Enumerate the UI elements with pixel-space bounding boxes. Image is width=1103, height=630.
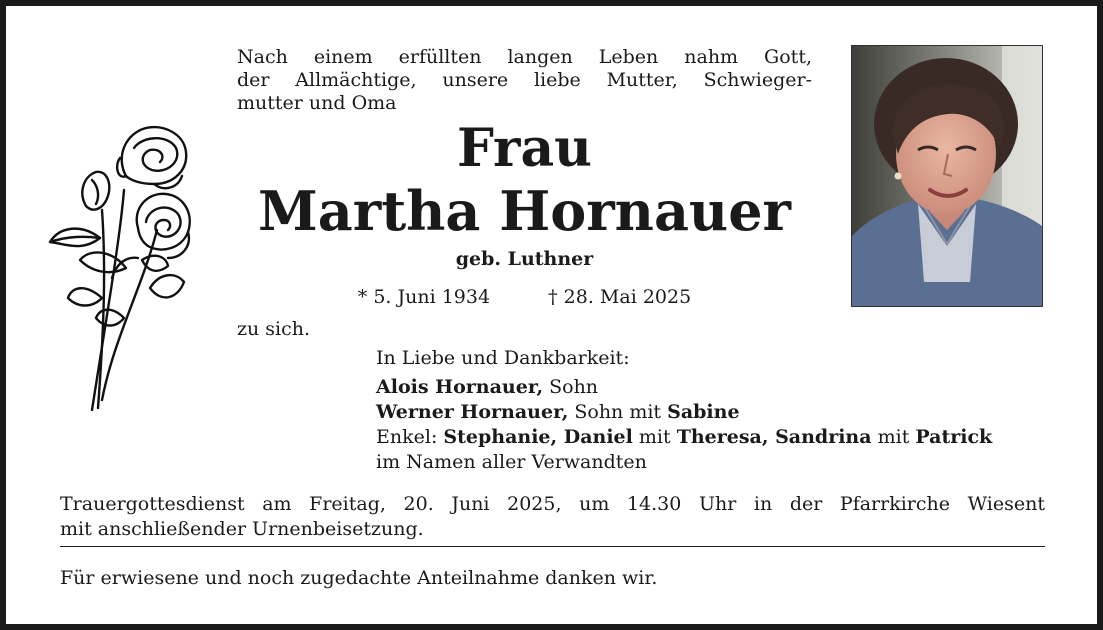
intro-line-1: Nach einem erfüllten langen Leben nahm Gott,: [237, 46, 812, 68]
divider: [60, 546, 1045, 547]
intro-line-3: mutter und Oma: [237, 92, 397, 114]
mourners-block: [376, 346, 1046, 475]
rose-bouquet-icon: [42, 118, 202, 418]
birth-date: * 5. Juni 1934: [357, 286, 491, 308]
connector-mit: mit: [632, 426, 677, 448]
mourner-row-1: [376, 375, 1046, 400]
mourners-heading: In Liebe und Dankbarkeit:: [376, 347, 630, 369]
grandchildren-label: Enkel:: [376, 426, 444, 448]
mourner-name: Werner Hornauer,: [376, 401, 569, 423]
deceased-name: Martha Hornauer: [257, 179, 791, 243]
salutation: Frau: [457, 118, 592, 179]
birth-name: geb. Luthner: [455, 248, 594, 270]
mourner-row-3: [376, 425, 1046, 450]
portrait-image: [852, 46, 1042, 306]
mourner-partner: Sabine: [667, 401, 740, 423]
intro-line-2: der Allmächtige, unsere liebe Mutter, Schwieger-: [237, 69, 812, 91]
funeral-service-info: [60, 492, 1045, 542]
thanks-note: Für erwiesene und noch zugedachte Anteilnahme danken wir.: [60, 567, 658, 589]
mourner-relation: Sohn: [543, 376, 599, 398]
grandchildren-names-2: Theresa, Sandrina: [676, 426, 872, 448]
life-dates: [237, 286, 812, 308]
death-date: † 28. Mai 2025: [548, 286, 692, 308]
intro-text: [237, 46, 812, 115]
mourner-relation: Sohn mit: [568, 401, 668, 423]
mourners-footer: im Namen aller Verwandten: [376, 451, 647, 473]
service-line-2: mit anschließender Urnenbeisetzung.: [60, 518, 424, 540]
connector-mit: mit: [871, 426, 916, 448]
grandchildren-names-1: Stephanie, Daniel: [443, 426, 633, 448]
mourner-row-2: [376, 400, 1046, 425]
mourner-name: Alois Hornauer,: [376, 376, 544, 398]
closing-phrase: zu sich.: [237, 318, 311, 340]
portrait-photo: [851, 45, 1043, 307]
service-line-1: Trauergottesdienst am Freitag, 20. Juni 2025, um 14.30 Uhr in der Pfarrkirche Wiesent: [60, 493, 1045, 515]
grandchildren-names-3: Patrick: [915, 426, 993, 448]
